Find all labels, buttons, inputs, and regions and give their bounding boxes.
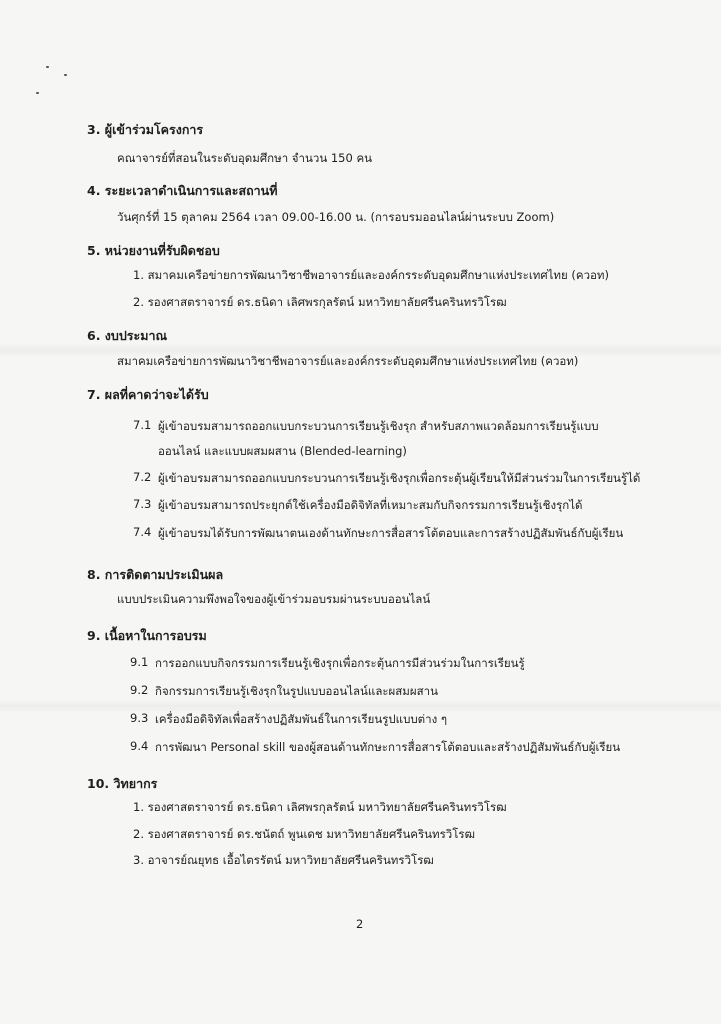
section-8-heading: 8. การติดตามประเมินผล <box>87 567 224 582</box>
section-3-heading: 3. ผู้เข้าร่วมโครงการ <box>87 122 204 137</box>
section-6-text: สมาคมเครือข่ายการพัฒนาวิชาชีพอาจารย์และองค์กรระดับอุดมศึกษาแห่งประเทศไทย (ควอท) <box>117 354 579 368</box>
section-7-item-1-text-cont: ออนไลน์ และแบบผสมผสาน (Blended-learning) <box>158 444 407 458</box>
section-10-item-3: 3. อาจารย์ณยุทธ เอื้อไตรรัตน์ มหาวิทยาลัยศรีนครินทรวิโรฒ <box>133 853 434 867</box>
section-7-item-1-number: 7.1 <box>133 418 152 432</box>
section-4-text: วันศุกร์ที่ 15 ตุลาคม 2564 เวลา 09.00-16.00 น. (การอบรมออนไลน์ผ่านระบบ Zoom) <box>117 210 555 224</box>
section-7-item-4-text: ผู้เข้าอบรมได้รับการพัฒนาตนเองด้านทักษะการสื่อสารโต้ตอบและการสร้างปฏิสัมพันธ์กับผู้เรียน <box>158 526 624 540</box>
section-9-item-2-text: กิจกรรมการเรียนรู้เชิงรุกในรูปแบบออนไลน์และผสมผสาน <box>155 684 438 698</box>
section-7-heading: 7. ผลที่คาดว่าจะได้รับ <box>87 387 209 402</box>
section-7-item-3-text: ผู้เข้าอบรมสามารถประยุกต์ใช้เครื่องมือดิจิทัลที่เหมาะสมกับกิจกรรมการเรียนรู้เชิงรุกได้ <box>158 498 583 512</box>
section-5-heading: 5. หน่วยงานที่รับผิดชอบ <box>87 243 220 258</box>
section-3-text: คณาจารย์ที่สอนในระดับอุดมศึกษา จำนวน 150 คน <box>117 151 372 165</box>
section-7-item-3-number: 7.3 <box>133 497 152 511</box>
section-10-heading: 10. วิทยากร <box>87 776 158 791</box>
section-9-item-3-text: เครื่องมือดิจิทัลเพื่อสร้างปฏิสัมพันธ์ในการเรียนรูปแบบต่าง ๆ <box>155 712 448 726</box>
section-5-item-2: 2. รองศาสตราจารย์ ดร.ธนิดา เลิศพรกุลรัตน์ มหาวิทยาลัยศรีนครินทรวิโรฒ <box>133 295 507 309</box>
section-6-heading: 6. งบประมาณ <box>87 328 168 343</box>
section-8-text: แบบประเมินความพึงพอใจของผู้เข้าร่วมอบรมผ่านระบบออนไลน์ <box>117 592 431 606</box>
section-9-item-1-text: การออกแบบกิจกรรมการเรียนรู้เชิงรุกเพื่อกระตุ้นการมีส่วนร่วมในการเรียนรู้ <box>155 656 525 670</box>
section-7-item-4-number: 7.4 <box>133 525 152 539</box>
section-10-item-1: 1. รองศาสตราจารย์ ดร.ธนิดา เลิศพรกุลรัตน์ มหาวิทยาลัยศรีนครินทรวิโรฒ <box>133 800 507 814</box>
section-9-item-4-number: 9.4 <box>130 739 149 753</box>
section-9-item-3-number: 9.3 <box>130 711 149 725</box>
page-number: 2 <box>356 917 364 931</box>
section-9-item-4-text: การพัฒนา Personal skill ของผู้สอนด้านทักษะการสื่อสารโต้ตอบและสร้างปฏิสัมพันธ์กับผู้เรียน <box>155 740 621 754</box>
section-4-heading: 4. ระยะเวลาดำเนินการและสถานที่ <box>87 183 278 198</box>
section-7-item-2-text: ผู้เข้าอบรมสามารถออกแบบกระบวนการเรียนรู้เชิงรุกเพื่อกระตุ้นผู้เรียนให้มีส่วนร่วมในการเรียนรู้ได้ <box>158 471 641 485</box>
scan-speck <box>46 66 49 68</box>
section-7-item-1-text: ผู้เข้าอบรมสามารถออกแบบกระบวนการเรียนรู้เชิงรุก สำหรับสภาพแวดล้อมการเรียนรู้แบบ <box>158 419 599 433</box>
section-7-item-2-number: 7.2 <box>133 470 152 484</box>
section-10-item-2: 2. รองศาสตราจารย์ ดร.ชนัตถ์ พูนเดช มหาวิทยาลัยศรีนครินทรวิโรฒ <box>133 827 475 841</box>
section-9-item-1-number: 9.1 <box>130 655 149 669</box>
section-9-item-2-number: 9.2 <box>130 683 149 697</box>
section-5-item-1: 1. สมาคมเครือข่ายการพัฒนาวิชาชีพอาจารย์และองค์กรระดับอุดมศึกษาแห่งประเทศไทย (ควอท) <box>133 268 609 282</box>
scan-speck <box>36 92 39 94</box>
scan-speck <box>64 74 67 76</box>
section-9-heading: 9. เนื้อหาในการอบรม <box>87 628 207 643</box>
